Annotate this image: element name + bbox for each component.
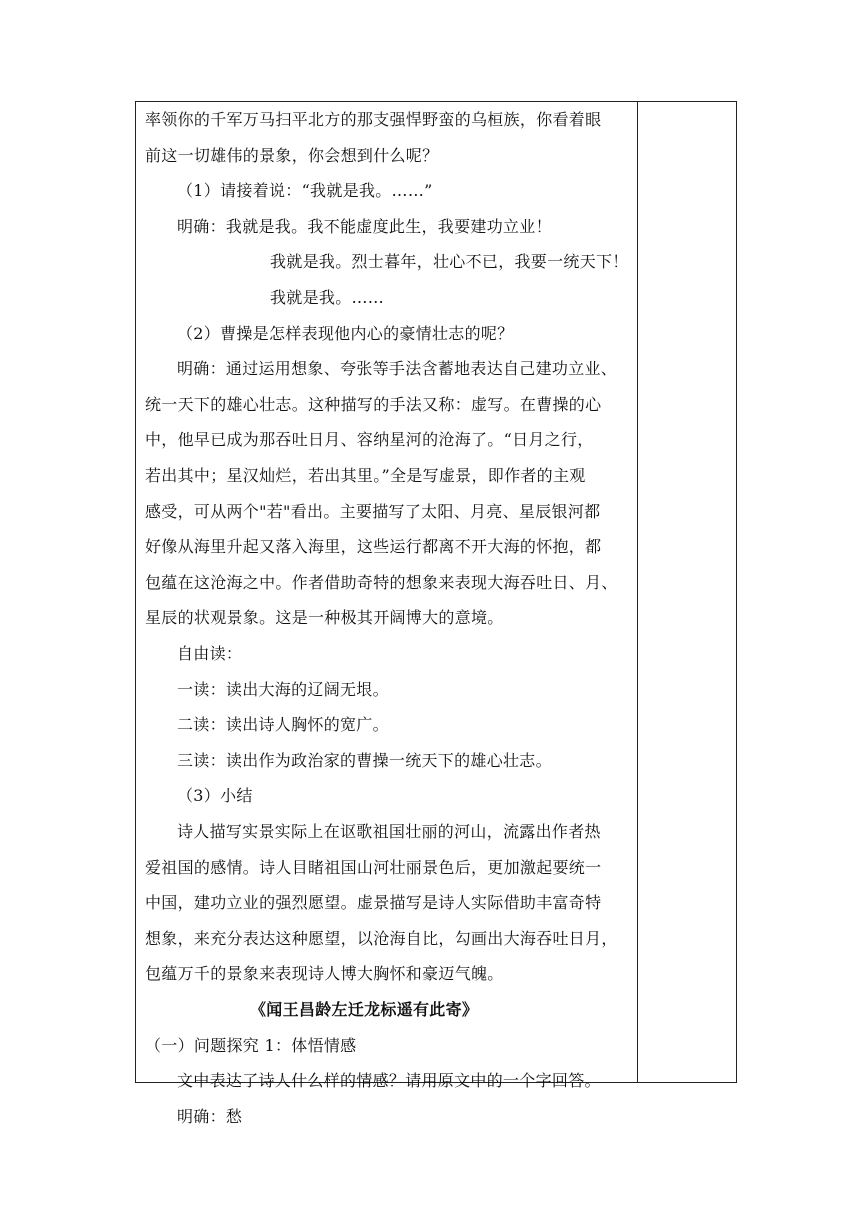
text-line: （1）请接着说：“我就是我。……” — [177, 181, 433, 200]
text-line: 率领你的千军万马扫平北方的那支强悍野蛮的乌桓族，你看着眼 — [145, 110, 602, 129]
text-line: （3）小结 — [177, 786, 253, 805]
text-line: 明确：愁 — [177, 1107, 243, 1126]
text-line: 感受，可从两个"若"看出。主要描写了太阳、月亮、星辰银河都 — [145, 502, 601, 521]
text-line: 自由读： — [177, 644, 243, 663]
text-line: 明确：通过运用想象、夸张等手法含蓄地表达自己建功立业、 — [177, 359, 618, 378]
text-line: （2）曹操是怎样表现他内心的豪情壮志的呢？ — [177, 324, 514, 343]
text-line: 三读：读出作为政治家的曹操一统天下的雄心壮志。 — [177, 751, 552, 770]
text-line: 爱祖国的感情。诗人目睹祖国山河壮丽景色后，更加激起要统一 — [145, 858, 602, 877]
text-line: 中，他早已成为那吞吐日月、容纳星河的沧海了。“日月之行， — [145, 430, 594, 449]
text-line: 前这一切雄伟的景象，你会想到什么呢？ — [145, 146, 439, 165]
text-line: 诗人描写实景实际上在讴歌祖国壮丽的河山，流露出作者热 — [177, 822, 601, 841]
text-line: 一读：读出大海的辽阔无垠。 — [177, 680, 389, 699]
text-line: 二读：读出诗人胸怀的宽广。 — [177, 715, 389, 734]
text-line: 明确：我就是我。我不能虚度此生，我要建功立业！ — [177, 217, 552, 236]
text-line: 中国，建功立业的强烈愿望。虚景描写是诗人实际借助丰富奇特 — [145, 893, 602, 912]
text-line: 文中表达了诗人什么样的情感？请用原文中的一个字回答。 — [177, 1071, 601, 1090]
text-line: 我就是我。…… — [270, 288, 385, 307]
text-line: 包蕴万千的景象来表现诗人博大胸怀和豪迈气魄。 — [145, 964, 504, 983]
text-line: 星辰的状观景象。这是一种极其开阔博大的意境。 — [145, 608, 504, 627]
column-divider — [637, 101, 638, 1083]
section-title: 《闻王昌龄左迁龙标遥有此寄》 — [250, 1000, 479, 1019]
text-line: 我就是我。烈士暮年，壮心不已，我要一统天下！ — [270, 252, 629, 271]
section-heading: （一）问题探究 1：体悟情感 — [145, 1036, 357, 1055]
text-line: 若出其中；星汉灿烂，若出其里。”全是写虚景，即作者的主观 — [145, 466, 586, 485]
text-line: 统一天下的雄心壮志。这种描写的手法又称：虚写。在曹操的心 — [145, 395, 602, 414]
text-line: 包蕴在这沧海之中。作者借助奇特的想象来表现大海吞吐日、月、 — [145, 573, 618, 592]
text-line: 想象，来充分表达这种愿望，以沧海自比，勾画出大海吞吐日月， — [145, 929, 618, 948]
text-line: 好像从海里升起又落入海里，这些运行都离不开大海的怀抱，都 — [145, 537, 602, 556]
